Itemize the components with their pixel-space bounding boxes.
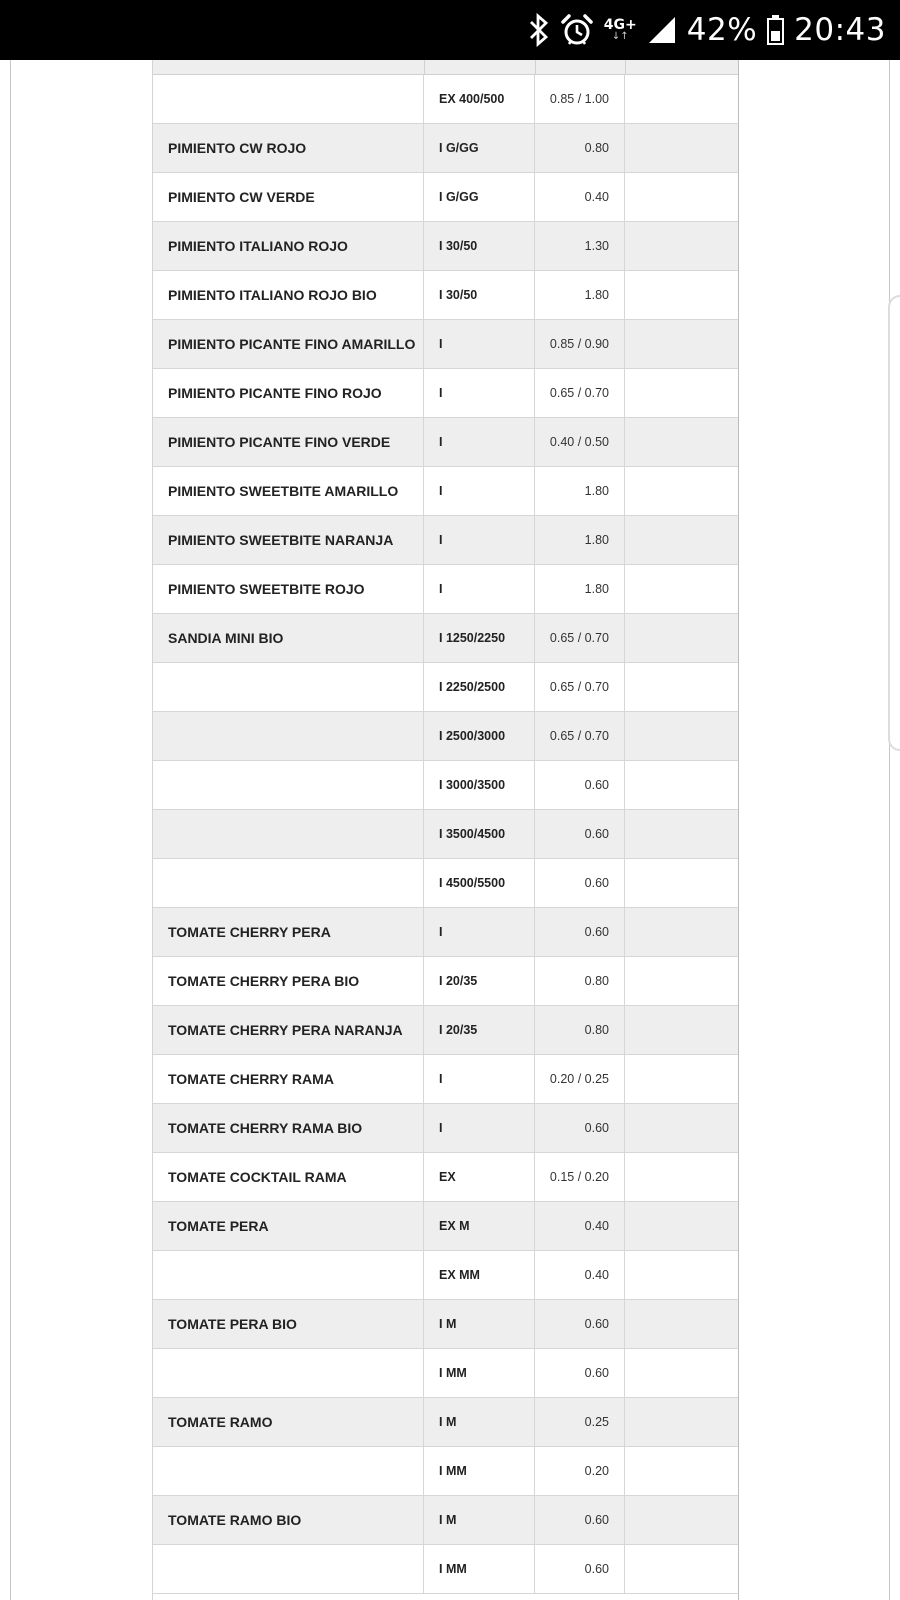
price-cell: 0.40 (535, 173, 625, 221)
status-icons (528, 0, 886, 60)
category-cell: I 2250/2500 (424, 663, 535, 711)
empty-cell (625, 565, 738, 613)
table-row (153, 859, 738, 908)
category-cell: I MM (424, 1349, 535, 1397)
alarm-icon (560, 13, 594, 47)
category-cell: I (424, 467, 535, 515)
empty-cell (625, 1300, 738, 1348)
product-name-cell: PIMIENTO ITALIANO ROJO BIO (153, 271, 424, 319)
table-row (153, 810, 738, 859)
table-row (153, 1251, 738, 1300)
price-cell: 0.60 (535, 908, 625, 956)
price-cell: 0.80 (535, 124, 625, 172)
product-name-cell (153, 75, 424, 123)
category-cell: I (424, 418, 535, 466)
price-cell: 0.60 (535, 1300, 625, 1348)
empty-cell (625, 516, 738, 564)
price-cell: 0.80 (535, 957, 625, 1005)
network-arrows-icon: ↓↑ (611, 31, 629, 42)
table-row (153, 1349, 738, 1398)
table-row (153, 1545, 738, 1594)
battery-percentage: 42% (686, 12, 758, 48)
table-row (153, 761, 738, 810)
category-cell: I MM (424, 1447, 535, 1495)
category-cell: I (424, 369, 535, 417)
table-row (153, 369, 738, 418)
price-cell: 0.60 (535, 1104, 625, 1152)
empty-cell (625, 369, 738, 417)
price-cell: 0.60 (535, 810, 625, 858)
price-cell: 0.65 / 0.70 (535, 369, 625, 417)
empty-cell (625, 1398, 738, 1446)
price-table[interactable] (152, 60, 739, 1600)
table-row (153, 418, 738, 467)
price-cell: 0.60 (535, 859, 625, 907)
category-cell: EX 400/500 (424, 75, 535, 123)
network-type-label: 4G+ (603, 17, 637, 33)
empty-cell (625, 1496, 738, 1544)
category-cell: EX MM (424, 1251, 535, 1299)
product-name-cell: TOMATE RAMO (153, 1398, 424, 1446)
category-cell: I 20/35 (424, 957, 535, 1005)
price-cell: 0.80 (535, 1006, 625, 1054)
empty-cell (625, 75, 738, 123)
table-row (153, 957, 738, 1006)
empty-cell (625, 320, 738, 368)
table-row (153, 1300, 738, 1349)
table-row (153, 467, 738, 516)
table-row (153, 1006, 738, 1055)
table-row (153, 1153, 738, 1202)
table-row (153, 1055, 738, 1104)
price-cell: 0.60 (535, 761, 625, 809)
product-name-cell (153, 712, 424, 760)
price-cell: 0.60 (535, 1349, 625, 1397)
product-name-cell: TOMATE CHERRY RAMA BIO (153, 1104, 424, 1152)
product-name-cell: PIMIENTO SWEETBITE ROJO (153, 565, 424, 613)
table-row (153, 271, 738, 320)
table-row (153, 124, 738, 173)
price-cell: 0.40 (535, 1202, 625, 1250)
product-name-cell: TOMATE CHERRY PERA (153, 908, 424, 956)
table-row (153, 222, 738, 271)
clock: 20:43 (794, 12, 886, 48)
signal-icon (647, 15, 677, 45)
price-cell: 0.15 / 0.20 (535, 1153, 625, 1201)
category-cell: I M (424, 1398, 535, 1446)
product-name-cell: PIMIENTO PICANTE FINO ROJO (153, 369, 424, 417)
table-row (153, 663, 738, 712)
empty-cell (625, 222, 738, 270)
status-bar (0, 0, 900, 60)
empty-cell (625, 1545, 738, 1593)
category-cell: I 1250/2250 (424, 614, 535, 662)
price-cell: 1.80 (535, 271, 625, 319)
price-cell: 0.65 / 0.70 (535, 663, 625, 711)
table-row (153, 1202, 738, 1251)
category-cell: I (424, 908, 535, 956)
table-row (153, 75, 738, 124)
price-cell: 1.80 (535, 565, 625, 613)
empty-cell (625, 1104, 738, 1152)
table-row (153, 712, 738, 761)
product-name-cell: TOMATE CHERRY PERA BIO (153, 957, 424, 1005)
empty-cell (625, 957, 738, 1005)
product-name-cell: TOMATE PERA BIO (153, 1300, 424, 1348)
category-cell: I 30/50 (424, 271, 535, 319)
product-name-cell (153, 810, 424, 858)
product-name-cell: TOMATE RAMO BIO (153, 1496, 424, 1544)
empty-cell (625, 467, 738, 515)
battery-icon (767, 15, 784, 45)
category-cell: I (424, 1104, 535, 1152)
table-row (153, 1398, 738, 1447)
table-row (153, 320, 738, 369)
price-cell: 1.80 (535, 467, 625, 515)
category-cell: I (424, 565, 535, 613)
table-row (153, 908, 738, 957)
product-name-cell: PIMIENTO CW ROJO (153, 124, 424, 172)
price-cell: 0.60 (535, 1545, 625, 1593)
product-name-cell: TOMATE COCKTAIL RAMA (153, 1153, 424, 1201)
price-cell: 0.40 / 0.50 (535, 418, 625, 466)
table-row (153, 516, 738, 565)
product-name-cell (153, 1251, 424, 1299)
product-name-cell: TOMATE CHERRY PERA NARANJA (153, 1006, 424, 1054)
empty-cell (625, 663, 738, 711)
product-name-cell: SANDIA MINI BIO (153, 614, 424, 662)
empty-cell (625, 810, 738, 858)
product-name-cell (153, 663, 424, 711)
empty-cell (625, 1055, 738, 1103)
category-cell: I 30/50 (424, 222, 535, 270)
category-cell: I (424, 516, 535, 564)
price-cell: 0.65 / 0.70 (535, 614, 625, 662)
empty-cell (625, 124, 738, 172)
product-name-cell (153, 859, 424, 907)
empty-cell (625, 614, 738, 662)
product-name-cell: PIMIENTO PICANTE FINO VERDE (153, 418, 424, 466)
table-body (153, 75, 738, 1594)
empty-cell (625, 1447, 738, 1495)
empty-cell (625, 859, 738, 907)
product-name-cell: PIMIENTO SWEETBITE AMARILLO (153, 467, 424, 515)
empty-cell (625, 173, 738, 221)
product-name-cell: TOMATE PERA (153, 1202, 424, 1250)
table-row (153, 1496, 738, 1545)
product-name-cell (153, 1349, 424, 1397)
product-name-cell: PIMIENTO PICANTE FINO AMARILLO (153, 320, 424, 368)
product-name-cell (153, 1447, 424, 1495)
category-cell: I 4500/5500 (424, 859, 535, 907)
category-cell: I 3500/4500 (424, 810, 535, 858)
edge-panel-handle[interactable] (888, 295, 900, 751)
empty-cell (625, 1349, 738, 1397)
price-cell: 0.25 (535, 1398, 625, 1446)
price-cell: 1.80 (535, 516, 625, 564)
price-cell: 0.40 (535, 1251, 625, 1299)
price-cell: 0.65 / 0.70 (535, 712, 625, 760)
empty-cell (625, 712, 738, 760)
price-cell: 0.85 / 0.90 (535, 320, 625, 368)
category-cell: I MM (424, 1545, 535, 1593)
table-row (153, 614, 738, 663)
product-name-cell (153, 761, 424, 809)
table-top-edge (153, 60, 738, 75)
price-cell: 0.60 (535, 1496, 625, 1544)
bluetooth-icon (528, 13, 550, 47)
category-cell: I 20/35 (424, 1006, 535, 1054)
category-cell: I (424, 1055, 535, 1103)
category-cell: I G/GG (424, 124, 535, 172)
product-name-cell: PIMIENTO CW VERDE (153, 173, 424, 221)
category-cell: I (424, 320, 535, 368)
category-cell: I 2500/3000 (424, 712, 535, 760)
table-row (153, 1104, 738, 1153)
category-cell: EX M (424, 1202, 535, 1250)
empty-cell (625, 418, 738, 466)
empty-cell (625, 1006, 738, 1054)
category-cell: EX (424, 1153, 535, 1201)
empty-cell (625, 271, 738, 319)
empty-cell (625, 1153, 738, 1201)
product-name-cell (153, 1545, 424, 1593)
product-name-cell: TOMATE CHERRY RAMA (153, 1055, 424, 1103)
empty-cell (625, 908, 738, 956)
empty-cell (625, 1202, 738, 1250)
price-cell: 1.30 (535, 222, 625, 270)
table-row (153, 1447, 738, 1496)
empty-cell (625, 1251, 738, 1299)
product-name-cell: PIMIENTO ITALIANO ROJO (153, 222, 424, 270)
table-row (153, 173, 738, 222)
category-cell: I 3000/3500 (424, 761, 535, 809)
price-cell: 0.20 (535, 1447, 625, 1495)
category-cell: I G/GG (424, 173, 535, 221)
product-name-cell: PIMIENTO SWEETBITE NARANJA (153, 516, 424, 564)
empty-cell (625, 761, 738, 809)
category-cell: I M (424, 1300, 535, 1348)
table-row (153, 565, 738, 614)
category-cell: I M (424, 1496, 535, 1544)
price-cell: 0.85 / 1.00 (535, 75, 625, 123)
price-cell: 0.20 / 0.25 (535, 1055, 625, 1103)
network-indicator (604, 18, 637, 42)
